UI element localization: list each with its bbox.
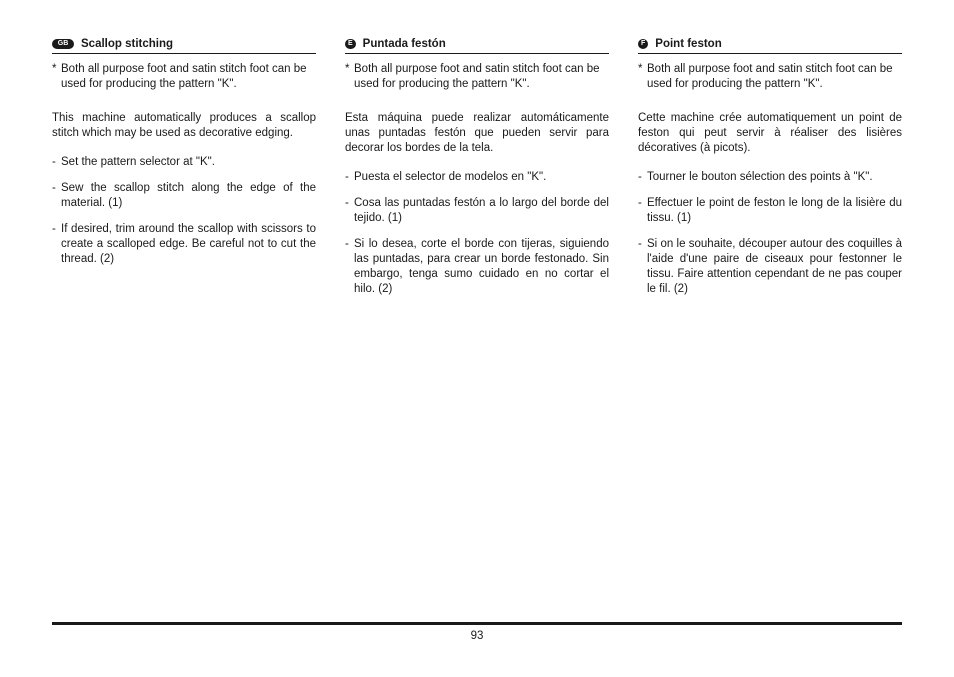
footer-divider — [52, 622, 902, 625]
section-title-gb: Scallop stitching — [81, 37, 174, 50]
step-text: Effectuer le point de feston le long de la lisière du tissu. (1) — [647, 197, 902, 224]
dash-mark: - — [638, 171, 642, 183]
steps-list-f — [638, 170, 902, 297]
section-title-e: Puntada festón — [362, 37, 446, 50]
section-title-f: Point feston — [655, 37, 722, 50]
steps-list-e — [345, 170, 609, 297]
asterisk-mark: * — [52, 63, 57, 75]
steps-list-gb — [52, 155, 316, 267]
note-text-f: Both all purpose foot and satin stitch foot can be used for producing the pattern "K". — [647, 63, 893, 90]
section-gb — [52, 36, 316, 278]
step-text: Si on le souhaite, découper autour des coquilles à l'aide d'une paire de ciseaux pour festonner le tissu. Faire attention cependant de ne pas couper le fil. (2) — [647, 238, 902, 295]
step-text: Si lo desea, corte el borde con tijeras, siguiendo las puntadas, para crear un borde festonado. Sin embargo, tenga sumo cuidado en no cortar el hilo. (2) — [354, 238, 609, 295]
list-item — [52, 181, 316, 211]
step-text: Tourner le bouton sélection des points à "K". — [647, 171, 873, 183]
note-text-e: Both all purpose foot and satin stitch foot can be used for producing the pattern "K". — [354, 63, 600, 90]
step-text: Cosa las puntadas festón a lo largo del borde del tejido. (1) — [354, 197, 609, 224]
step-text: Puesta el selector de modelos en "K". — [354, 171, 547, 183]
dash-mark: - — [345, 238, 349, 250]
dash-mark: - — [345, 171, 349, 183]
list-item — [345, 196, 609, 226]
list-item — [638, 196, 902, 226]
list-item — [638, 170, 902, 185]
step-text: If desired, trim around the scallop with scissors to create a scalloped edge. Be careful not to cut the thread. (2) — [61, 223, 316, 265]
note-e — [345, 62, 609, 92]
step-text: Set the pattern selector at "K". — [61, 156, 215, 168]
language-badge-gb: GB — [52, 39, 74, 49]
dash-mark: - — [638, 238, 642, 250]
page-number: 93 — [470, 630, 484, 642]
list-item — [52, 155, 316, 170]
dash-mark: - — [52, 182, 56, 194]
list-item — [345, 170, 609, 185]
section-heading-e — [345, 36, 609, 54]
intro-paragraph-f: Cette machine crée automatiquement un point de feston qui peut servir à réaliser des lisières décoratives (à picots). — [638, 112, 902, 154]
section-heading-gb — [52, 36, 316, 54]
note-gb — [52, 62, 316, 92]
section-f — [638, 36, 902, 308]
dash-mark: - — [52, 156, 56, 168]
asterisk-mark: * — [345, 63, 350, 75]
dash-mark: - — [638, 197, 642, 209]
intro-paragraph-gb: This machine automatically produces a scallop stitch which may be used as decorative edging. — [52, 112, 316, 139]
note-text-gb: Both all purpose foot and satin stitch foot can be used for producing the pattern "K". — [61, 63, 307, 90]
dash-mark: - — [52, 223, 56, 235]
step-text: Sew the scallop stitch along the edge of the material. (1) — [61, 182, 316, 209]
asterisk-mark: * — [638, 63, 643, 75]
language-badge-e: E — [345, 39, 356, 49]
section-e — [345, 36, 609, 308]
intro-paragraph-e: Esta máquina puede realizar automáticamente unas puntadas festón que pueden servir para decorar los bordes de la tela. — [345, 112, 609, 154]
dash-mark: - — [345, 197, 349, 209]
section-heading-f — [638, 36, 902, 54]
list-item — [638, 237, 902, 297]
list-item — [52, 222, 316, 267]
language-badge-f: F — [638, 39, 648, 49]
note-f — [638, 62, 902, 92]
list-item — [345, 237, 609, 297]
